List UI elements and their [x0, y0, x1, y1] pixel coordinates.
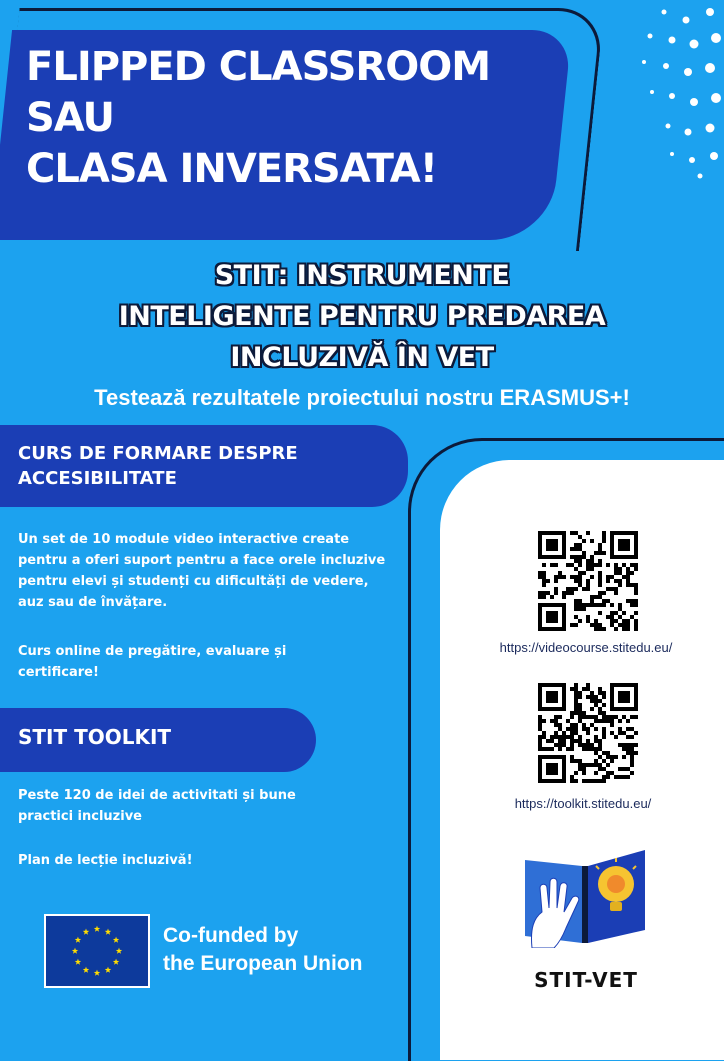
title-line-3: CLASA INVERSATA!	[26, 146, 437, 192]
qr-code-icon[interactable]	[538, 683, 638, 783]
videocourse-link[interactable]: https://videocourse.stitedu.eu/	[499, 640, 673, 655]
course-heading-line-2: ACCESIBILITATE	[18, 468, 177, 489]
eu-cofunded-text	[163, 922, 403, 978]
toolkit-description: Peste 120 de idei de activitati și bune practici incluzive	[18, 788, 296, 824]
title-line-1: FLIPPED CLASSROOM	[26, 44, 491, 90]
toolkit-link[interactable]: https://toolkit.stitedu.eu/	[514, 796, 652, 811]
stit-vet-logo-icon	[520, 848, 650, 948]
course-heading	[18, 441, 398, 491]
qr-code-icon[interactable]	[538, 531, 638, 631]
course-online-text: Curs online de pregătire, evaluare și certificare!	[18, 644, 287, 680]
page-title	[26, 42, 490, 195]
course-description: Un set de 10 module video interactive create pentru a oferi suport pentru a face orele incluzive pentru elevi și studenți cu dificultăți de vedere, auz sau de învățare.	[18, 532, 386, 610]
toolkit-heading: STIT TOOLKIT	[18, 725, 172, 749]
project-subtitle	[0, 255, 724, 378]
stit-vet-label: STIT-VET	[534, 968, 638, 992]
tagline: Testează rezultatele proiectului nostru ERASMUS+!	[94, 385, 630, 410]
eu-flag-icon	[46, 916, 148, 986]
eu-text-line-1: Co-funded by	[163, 924, 299, 947]
course-heading-line-1: CURS DE FORMARE DESPRE	[18, 443, 298, 464]
subtitle-line-2: INTELIGENTE PENTRU PREDAREA	[118, 301, 606, 332]
subtitle-line-1: STIT: INSTRUMENTE	[214, 260, 510, 291]
eu-text-line-2: the European Union	[163, 952, 363, 975]
title-line-2: SAU	[26, 95, 115, 141]
subtitle-line-3: INCLUZIVĂ ÎN VET	[230, 342, 494, 373]
toolkit-plan-text: Plan de lecție incluzivă!	[18, 853, 193, 868]
